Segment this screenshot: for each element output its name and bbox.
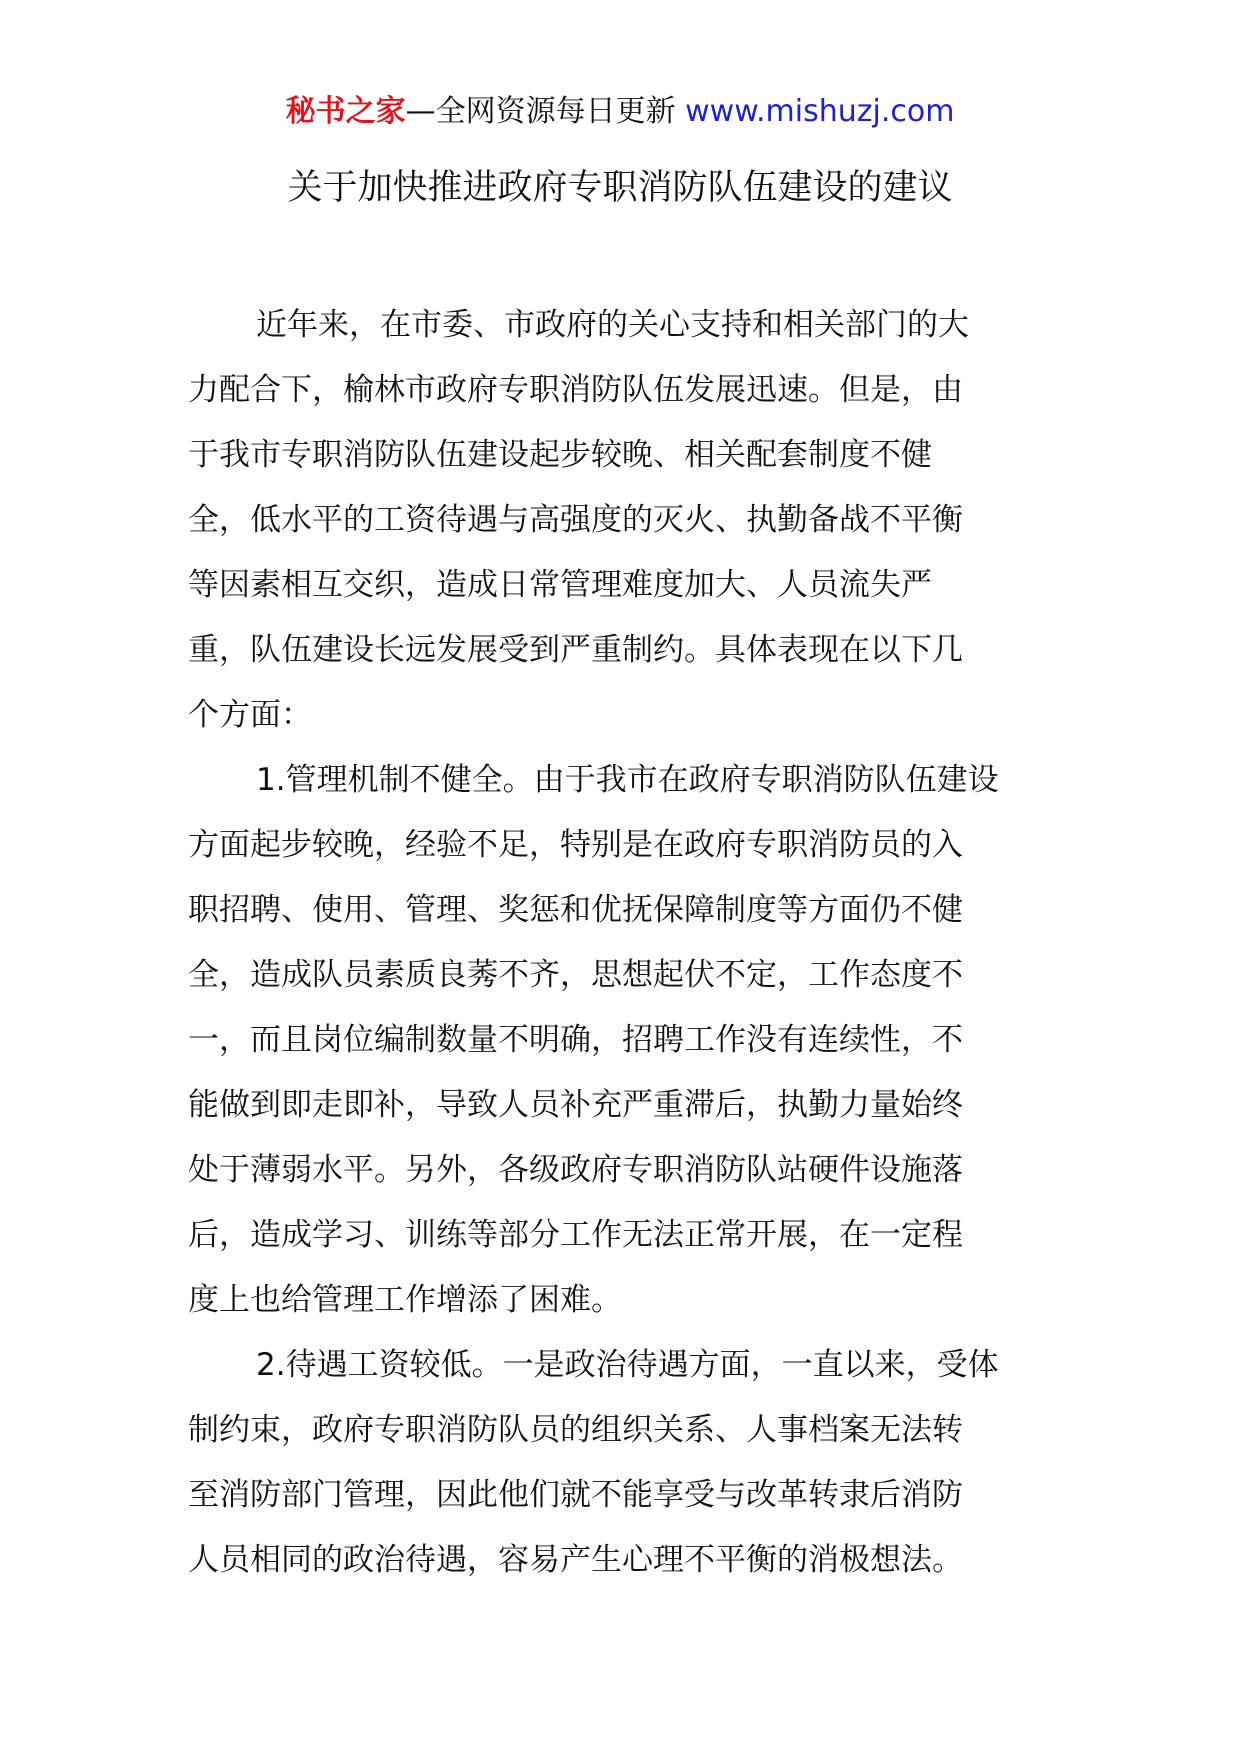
paragraph-line: 等因素相互交织，造成日常管理难度加大、人员流失严 <box>188 567 932 603</box>
paragraph-line: 制约束，政府专职消防队员的组织关系、人事档案无法转 <box>188 1412 963 1448</box>
paragraph-line: 职招聘、使用、管理、奖惩和优抚保障制度等方面仍不健 <box>188 892 963 928</box>
paragraph-line: 2.待遇工资较低。一是政治待遇方面，一直以来，受体 <box>256 1347 999 1383</box>
paragraph-line: 人员相同的政治待遇，容易产生心理不平衡的消极想法。 <box>188 1542 963 1578</box>
paragraph-line: 于我市专职消防队伍建设起步较晚、相关配套制度不健 <box>188 437 932 473</box>
paragraph-line: 全，低水平的工资待遇与高强度的灭火、执勤备战不平衡 <box>188 502 963 538</box>
site-url-link[interactable]: www.mishuzj.com <box>685 94 955 129</box>
paragraph-line: 度上也给管理工作增添了困难。 <box>188 1282 622 1318</box>
paragraph-line: 能做到即走即补，导致人员补充严重滞后，执勤力量始终 <box>188 1087 963 1123</box>
header-tagline: —全网资源每日更新 <box>405 94 676 129</box>
paragraph-line: 1.管理机制不健全。由于我市在政府专职消防队伍建设 <box>256 762 999 798</box>
paragraph-line: 近年来，在市委、市政府的关心支持和相关部门的大 <box>256 307 969 343</box>
paragraph-line: 力配合下，榆林市政府专职消防队伍发展迅速。但是，由 <box>188 372 963 408</box>
paragraph-line: 重，队伍建设长远发展受到严重制约。具体表现在以下几 <box>188 632 963 668</box>
site-header <box>0 92 1240 132</box>
paragraph-line: 全，造成队员素质良莠不齐，思想起伏不定，工作态度不 <box>188 957 963 993</box>
document-body <box>188 293 1068 1593</box>
paragraph-line: 一，而且岗位编制数量不明确，招聘工作没有连续性，不 <box>188 1022 963 1058</box>
document-title: 关于加快推进政府专职消防队伍建设的建议 <box>287 168 953 208</box>
paragraph-line: 个方面： <box>188 697 312 733</box>
brand-name: 秘书之家 <box>285 94 406 129</box>
paragraph-line: 至消防部门管理，因此他们就不能享受与改革转隶后消防 <box>188 1477 963 1513</box>
paragraph-line: 处于薄弱水平。另外，各级政府专职消防队站硬件设施落 <box>188 1152 963 1188</box>
paragraph-line: 后，造成学习、训练等部分工作无法正常开展，在一定程 <box>188 1217 963 1253</box>
paragraph-line: 方面起步较晚，经验不足，特别是在政府专职消防员的入 <box>188 827 963 863</box>
